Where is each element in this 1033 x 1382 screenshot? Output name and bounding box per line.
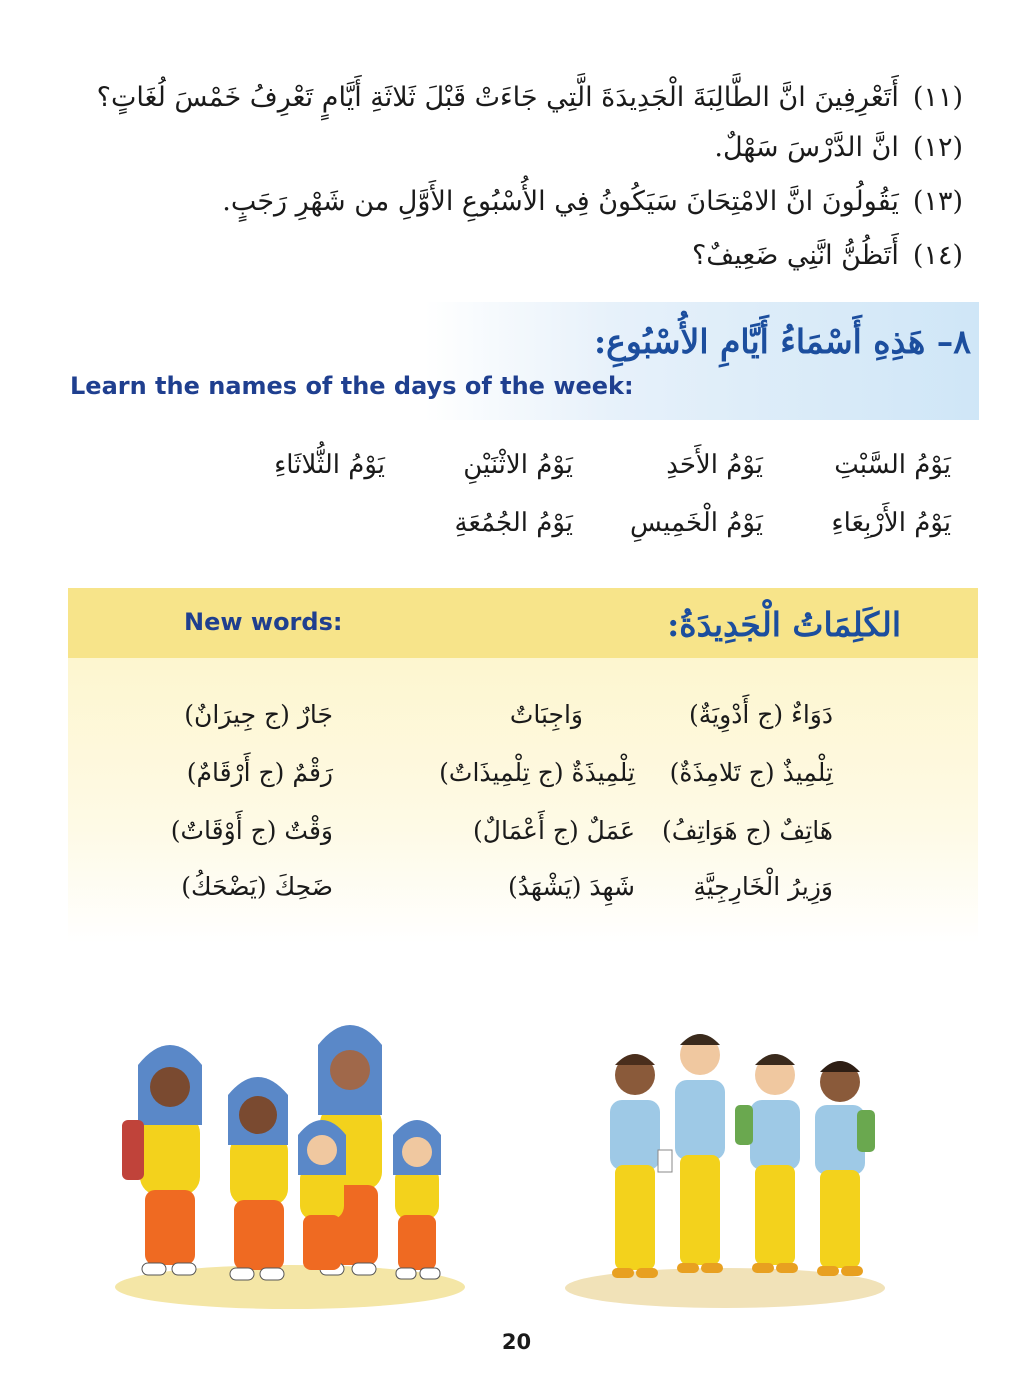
day-monday: يَوْمُ الاثْنَيْنِ — [463, 450, 573, 480]
question-13 — [83, 182, 963, 222]
word-item: تِلْمِيذٌ (ج تَلامِذَةٌ) — [669, 758, 833, 787]
question-11 — [83, 78, 963, 118]
word-item: وَقْتٌ (ج أَوْقَاتٌ) — [170, 816, 333, 845]
day-sunday: يَوْمُ الأَحَدِ — [666, 450, 763, 480]
word-item: ضَحِكَ (يَضْحَكُ) — [181, 872, 333, 901]
word-item: وَزِيرُ الْخَارِجِيَّةِ — [693, 872, 833, 901]
day-saturday: يَوْمُ السَّبْتِ — [834, 450, 951, 480]
word-item: تِلْمِيذَةٌ (ج تِلْمِيذَاتٌ) — [439, 758, 635, 787]
section-8-subtitle: Learn the names of the days of the week: — [70, 372, 634, 400]
new-words-title-en: New words: — [184, 608, 343, 636]
word-item: رَقْمٌ (ج أَرْقَامٌ) — [186, 758, 333, 787]
new-words-title-ar: الكَلِمَاتُ الْجَدِيدَةُ: — [667, 605, 901, 644]
girls-walking-illustration — [110, 1025, 470, 1315]
question-number: (١١) — [912, 82, 963, 113]
page-number: 20 — [501, 1330, 532, 1354]
boys-shaking-hands-illustration — [560, 1030, 890, 1310]
question-number: (١٣) — [912, 186, 963, 217]
question-12 — [83, 128, 963, 168]
question-text: يَقُولُونَ انَّ الامْتِحَانَ سَيَكُونُ فِي الأُسْبُوعِ الأَوَّلِ من شَهْرِ رَجَبٍ. — [222, 186, 899, 217]
section-8-title: ٨– هَذِهِ أَسْمَاءُ أَيَّامِ الأُسْبُوعِ: — [593, 322, 971, 361]
question-text: أَتَظُنُّ انَّنِي ضَعِيفٌ؟ — [691, 240, 899, 271]
day-friday: يَوْمُ الجُمُعَةِ — [454, 508, 573, 538]
word-item: وَاجِبَاتٌ — [509, 700, 583, 729]
question-14 — [83, 236, 963, 276]
word-item: شَهِدَ (يَشْهَدُ) — [508, 872, 635, 901]
question-number: (١٢) — [912, 132, 963, 163]
word-item: هَاتِفٌ (ج هَوَاتِفُ) — [661, 816, 833, 845]
word-item: عَمَلٌ (ج أَعْمَالٌ) — [473, 816, 635, 845]
question-text: انَّ الدَّرْسَ سَهْلٌ. — [714, 132, 899, 163]
word-item: دَوَاءٌ (ج أَدْوِيَةٌ) — [689, 700, 833, 729]
question-number: (١٤) — [912, 240, 963, 271]
day-wednesday: يَوْمُ الأَرْبِعَاءِ — [831, 508, 951, 538]
day-thursday: يَوْمُ الْخَمِيسِ — [630, 508, 763, 538]
question-text: أَتَعْرِفِينَ انَّ الطَّالِبَةَ الْجَدِيدَةَ الَّتِي جَاءَتْ قَبْلَ ثَلاثَةِ أَيَّامٍ تَعْرِفُ خَمْسَ لُغَاتٍ؟ — [96, 82, 899, 113]
day-tuesday: يَوْمُ الثُّلاثَاءِ — [274, 450, 385, 480]
section-8-banner — [55, 302, 979, 420]
word-item: جَارٌ (ج جِيرَانٌ) — [184, 700, 333, 729]
